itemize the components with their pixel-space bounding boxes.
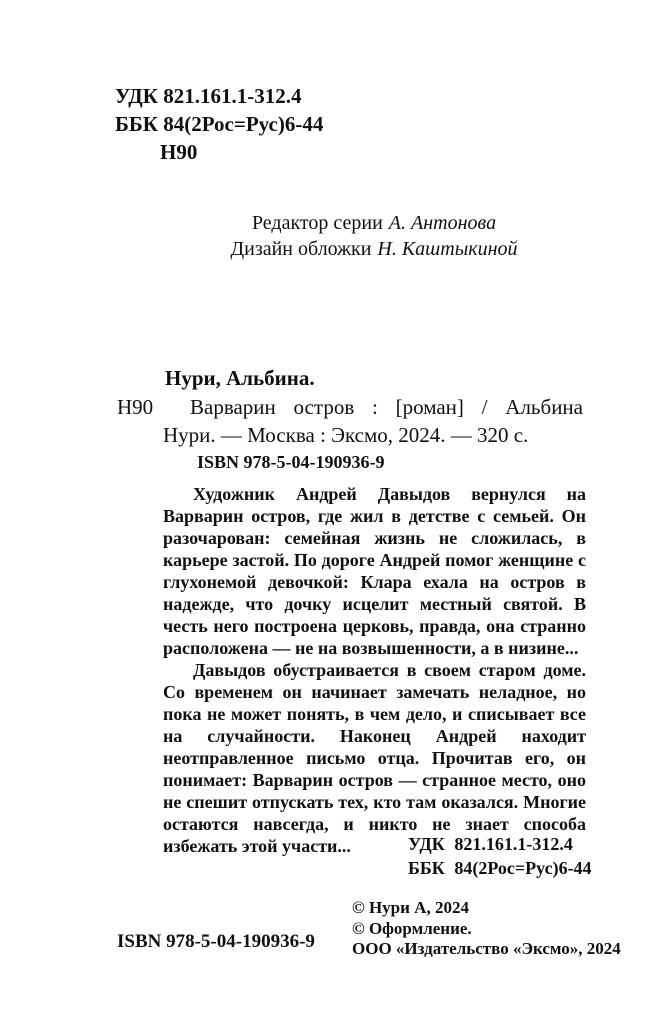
annotation-block (163, 483, 586, 857)
cover-design-label: Дизайн обложки (230, 238, 372, 260)
series-editor-label: Редактор серии (251, 212, 383, 234)
bbk-bottom-line: ББК 84(2Рос=Рус)6-44 (408, 858, 592, 878)
catalog-card-title-line-1: Варварин остров : [роман] / Альбина (190, 395, 583, 419)
copyright-author-line: © Нури А, 2024 (352, 898, 469, 917)
catalog-card-title-line-2: Нури. — Москва : Эксмо, 2024. — 320 с. (163, 423, 529, 447)
series-editor-line (163, 210, 585, 236)
annotation-paragraph-2: Давыдов обустраивается в своем старом доме. Со временем он начинает замечать неладное, но пока не может понять, в чем дело, и списывает все на случайности. Наконец Андрей находит неотправленное письмо отца. Прочитав его, он понимает: Варварин остров — странное место, оно не спешит отпускать тех, кто там оказался. Многие остаются навсегда, и никто не знает способа избежать этой участи... (163, 660, 586, 856)
bottom-classification-block (408, 832, 592, 880)
cover-design-name: Н. Каштыкиной (377, 238, 518, 260)
isbn-footer: ISBN 978-5-04-190936-9 (117, 931, 315, 952)
udk-top-line: УДК 821.161.1-312.4 (115, 84, 302, 108)
bbk-top-line: ББК 84(2Рос=Рус)6-44 (115, 112, 324, 136)
copyright-block (352, 898, 621, 960)
udk-bottom-line: УДК 821.161.1-312.4 (408, 834, 573, 854)
annotation-paragraph-1: Художник Андрей Давыдов вернулся на Варварин остров, где жил в детстве с семьей. Он разочарован: семейная жизнь не сложилась, в карьере застой. По дороге Андрей помог женщине с глухонемой девочкой: Клара ехала на остров в надежде, что дочку исцелит местный святой. В честь него построена церковь, правда, она странно расположена — не на возвышенности, а в низине... (163, 484, 586, 658)
cover-design-line (163, 236, 585, 262)
catalog-card-isbn: ISBN 978-5-04-190936-9 (197, 452, 385, 472)
catalog-card-author-sign: Н90 (117, 395, 154, 419)
top-classification-block (115, 82, 323, 166)
copyright-design-line: © Оформление. (352, 918, 472, 938)
author-sign-top: Н90 (160, 140, 198, 164)
series-credits-block (163, 210, 585, 262)
copyright-publisher-line: ООО «Издательство «Эксмо», 2024 (352, 939, 621, 958)
series-editor-name: А. Антонова (388, 212, 497, 234)
catalog-card-author: Нури, Альбина. (165, 366, 315, 390)
